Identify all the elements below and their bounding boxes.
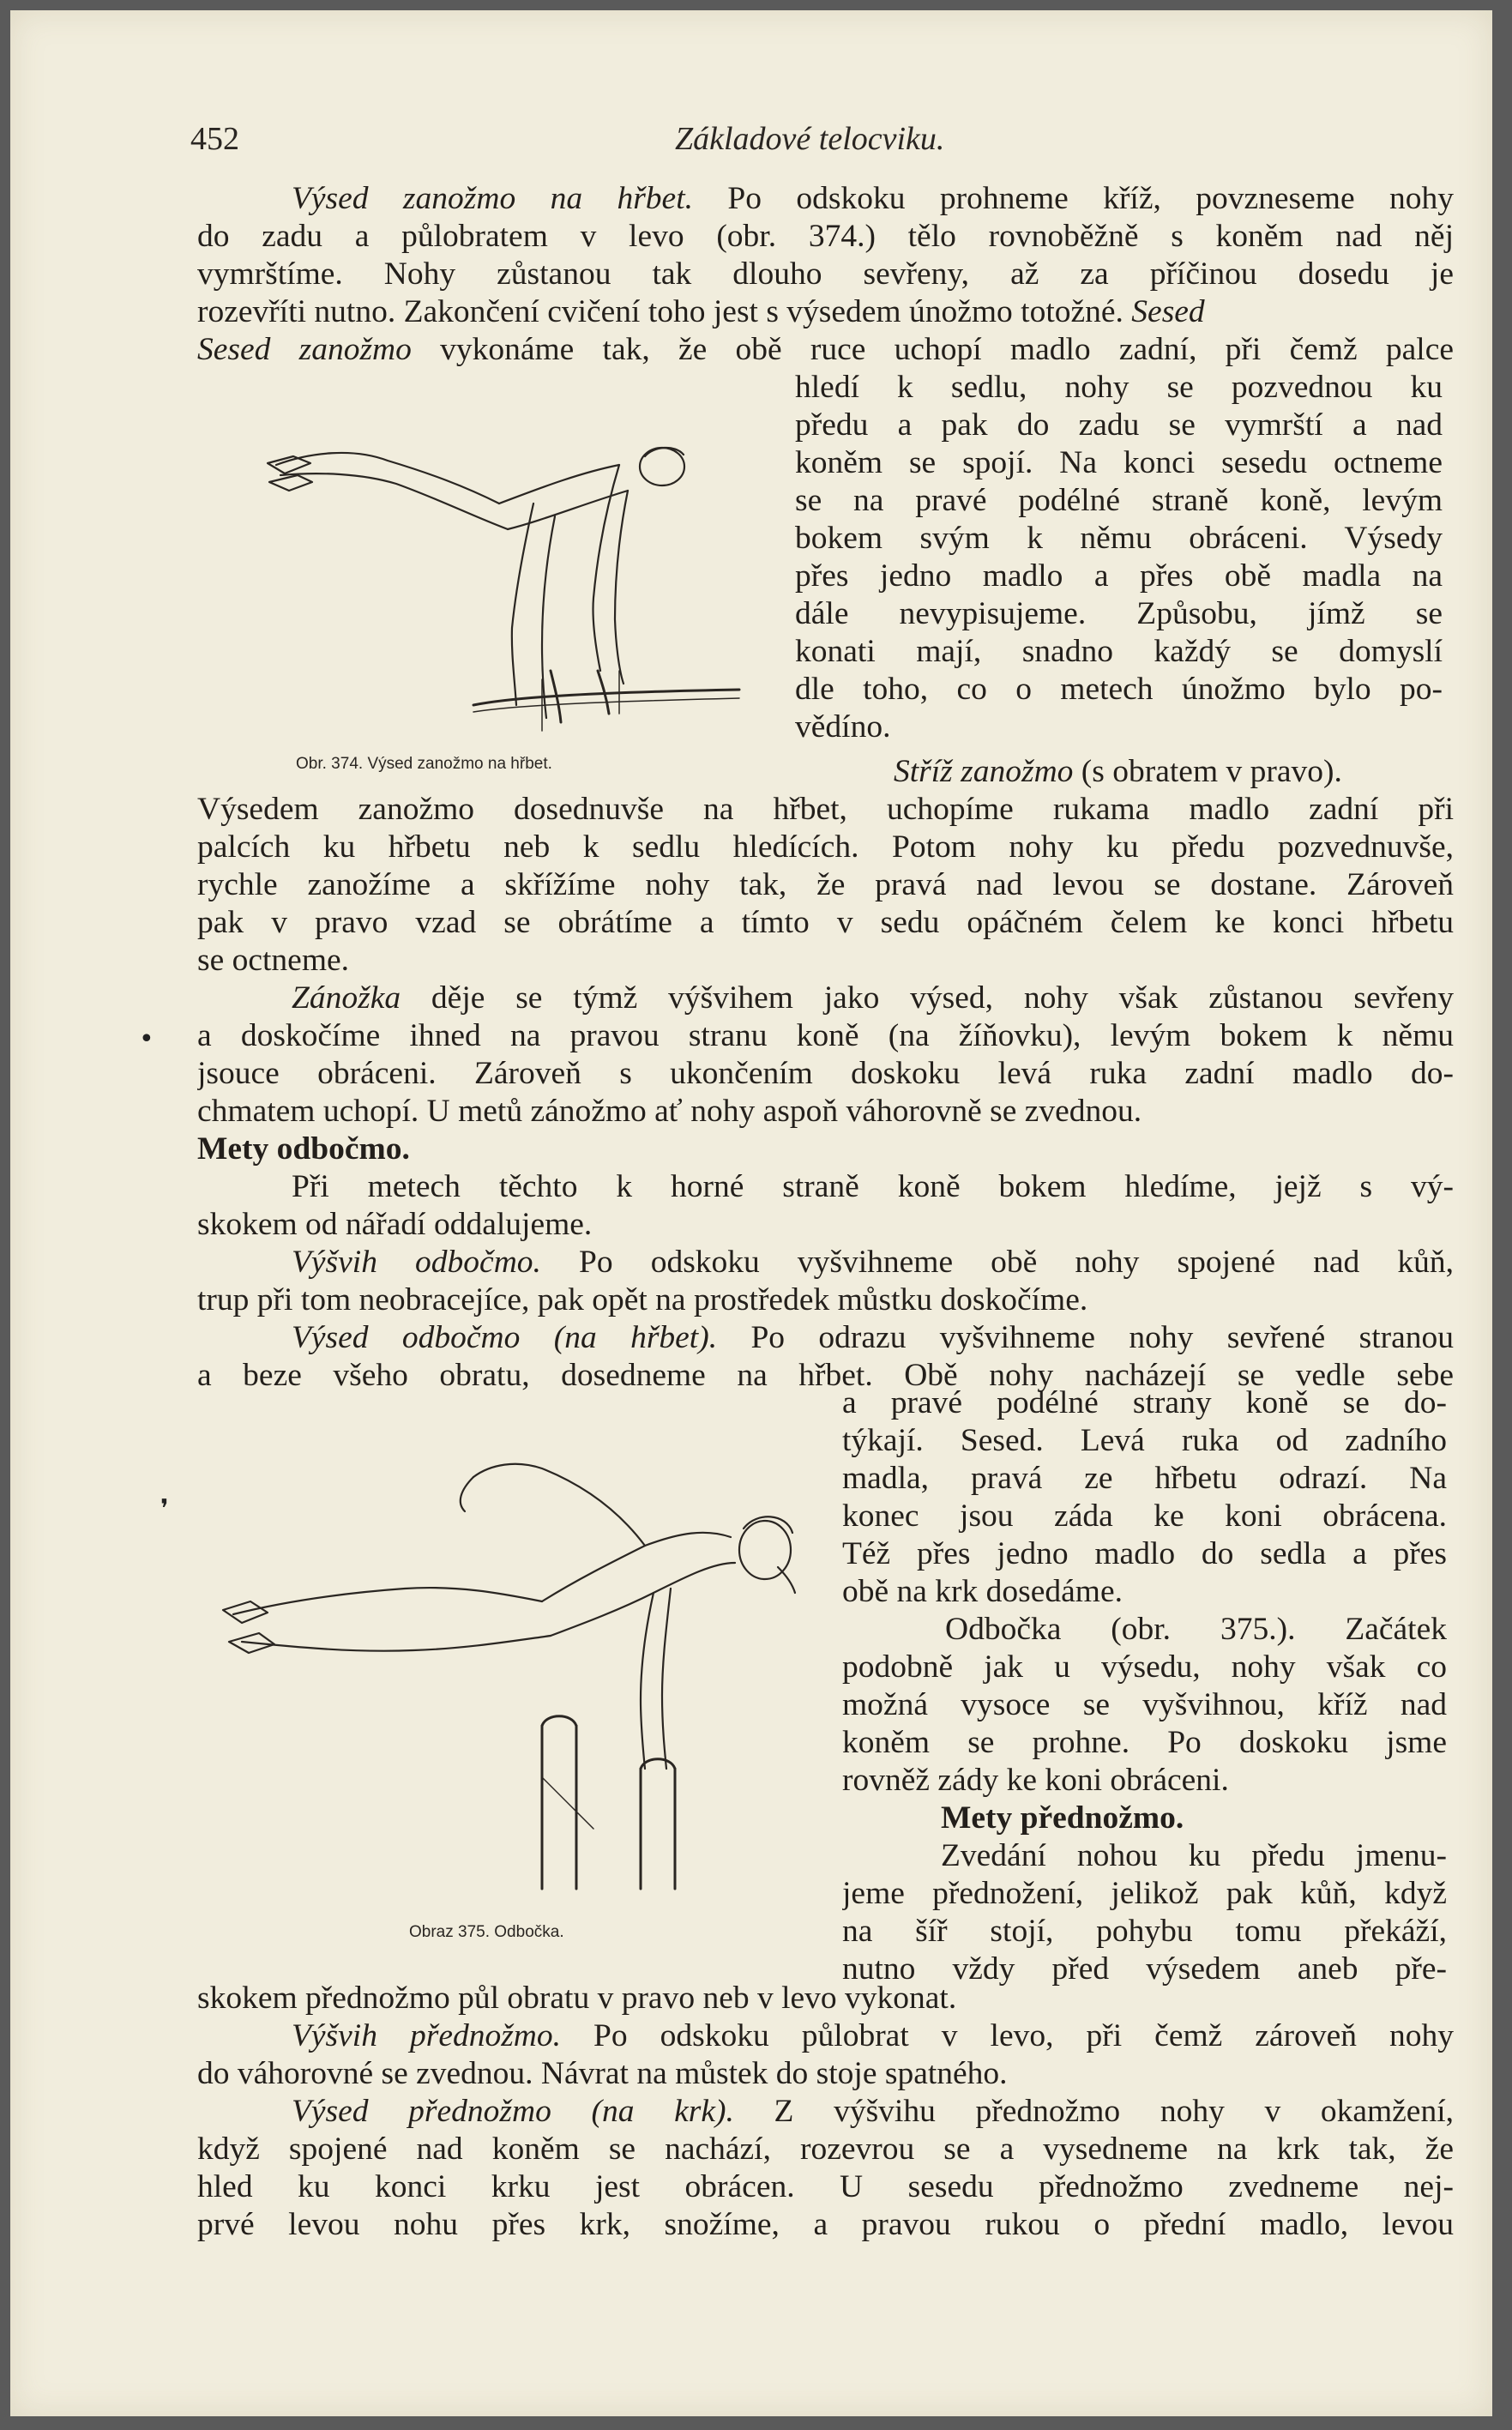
term-vysvih-prednozmo: Výšvih přednožmo. [292,2018,562,2053]
text-line: se na pravé podélné straně koně, levým [795,483,1443,518]
text-line: rychle zanožíme a skřížíme nohy tak, že pravá nad levou se dostane. Zároveň [197,867,1454,902]
term-vysed-prednozmo: Výsed přednožmo (na krk). [292,2094,734,2129]
paragraph-vysed-zanozmo [197,180,1454,369]
text-line: Při metech těchto k horné straně koně bokem hledíme, jejž s vý- [292,1169,1454,1204]
term-vysed-zanozmo: Výsed zanožmo na hřbet. [292,181,693,216]
text-line: a doskočíme ihned na pravou stranu koně (na žíňovku), levým bokem k němu [197,1018,1454,1053]
text-line: vědíno. [795,709,891,745]
text-line: se octneme. [197,943,350,978]
text-line: bokem svým k němu obráceni. Výsedy [795,521,1443,556]
text-line: konec jsou záda ke koni obrácena. [842,1498,1447,1534]
figure-375-caption: Obraz 375. Odbočka. [409,1923,564,1941]
term-striz-zanozmo: Stříž zanožmo [894,754,1074,789]
line-text: (s obratem v pravo). [1073,754,1342,789]
text-line [197,293,1454,331]
term-sesed: Sesed [1131,294,1205,329]
text-line [197,1244,1454,1281]
text-line: skokem od nářadí oddalujeme. [197,1207,593,1242]
text-line: nutno vždy před výsedem aneb pře- [842,1951,1447,1987]
paragraph-sesed-cont [795,369,1443,746]
text-line: rovněž zády ke koni obráceni. [842,1763,1229,1798]
text-line: Odbočka (obr. 375.). Začátek [945,1612,1447,1647]
text-line: dále nevypisujeme. Způsobu, jímž se [795,596,1443,631]
text-line [197,980,1454,1017]
text-line [197,2093,1454,2131]
term-sesed-zanozmo: Sesed zanožmo [197,332,412,367]
text-line: madla, pravá ze hřbetu odrazí. Na [842,1461,1447,1496]
term-vysvih-odbocmo: Výšvih odbočmo. [292,1245,541,1280]
section-heading-prednozmo: Mety přednožmo. [941,1800,1184,1836]
line-text: Po odskoku půlobrat v levo, při čemž zároveň nohy [561,2018,1454,2053]
line-text: rozevříti nutno. Zakončení cvičení toho jest s výsedem únožmo totožné. [197,294,1123,329]
text-line: obě na krk dosedáme. [842,1574,1123,1609]
text-line: koněm se spojí. Na konci sesedu octneme [795,445,1443,480]
line-text: děje se týmž výšvihem jako výsed, nohy však zůstanou sevřeny [401,980,1454,1016]
text-line: předu a pak do zadu se vymrští a nad [795,407,1443,443]
text-line: do váhorovné se zvednou. Návrat na můstek do stoje spatného. [197,2056,1008,2091]
text-line: Výsedem zanožmo dosednuvše na hřbet, uchopíme rukama madlo zadní při [197,792,1454,827]
text-line: trup při tom neobracejíce, pak opět na prostředek můstku doskočíme. [197,1282,1088,1318]
text-line: Zvedání nohou ku předu jmenu- [941,1838,1447,1873]
text-line [197,256,1454,293]
text-line: Též přes jedno madlo do sedla a přes [842,1536,1447,1571]
paragraph-prednozmo [197,1980,1454,2244]
text-line [197,2017,1454,2055]
running-head [190,120,1314,163]
figure-374-illustration [259,422,774,739]
margin-mark: ❜ [160,1494,169,1524]
text-line: na šíř stojí, pohybu tomu překáží, [842,1914,1447,1949]
text-line: hled ku konci krku jest obrácen. U sesedu přednožmo zvedneme nej- [197,2169,1454,2204]
text-line: přes jedno madlo a přes obě madla na [795,558,1443,594]
line-text: vymrštíme. Nohy zůstanou tak dlouho sevřeny, až za příčinou dosedu je [197,256,1454,292]
line-text: vykonáme tak, že obě ruce uchopí madlo zadní, při čemž palce [411,332,1454,367]
section-heading-odbocmo: Mety odbočmo. [197,1131,410,1167]
term-zanozka: Zánožka [292,980,401,1016]
text-line [197,331,1454,369]
book-page [10,10,1492,2416]
text-line: týkají. Sesed. Levá ruka od zadního [842,1423,1447,1458]
text-line: prvé levou nohu přes krk, snožíme, a pravou rukou o přední madlo, levou [197,2207,1454,2242]
figure-375-illustration [216,1417,834,1897]
paragraph-odbocka [842,1384,1447,1988]
text-line: konati mají, snadno každý se domyslí [795,634,1443,669]
paragraph-striz [197,791,1454,1395]
text-line [197,218,1454,256]
page-number: 452 [190,121,239,157]
margin-dot: • [139,1024,154,1054]
text-line: když spojené nad koněm se nachází, rozevrou se a vysedneme na krk tak, že [197,2132,1454,2167]
striz-zanozmo-heading [894,753,1451,791]
text-line: jsouce obráceni. Zároveň s ukončením doskoku levá ruka zadní madlo do- [197,1056,1454,1091]
text-line: hledí k sedlu, nohy se pozvednou ku [795,370,1443,405]
text-line: pak v pravo vzad se obrátíme a tímto v sedu opáčném čelem ke konci hřbetu [197,905,1454,940]
line-text: do zadu a půlobratem v levo (obr. 374.) tělo rovnoběžně s koněm nad něj [197,219,1454,254]
text-line: chmatem uchopí. U metů zánožmo ať nohy aspoň váhorovně se zvednou. [197,1094,1142,1129]
text-line: podobně jak u výsedu, nohy však co [842,1649,1447,1685]
line-text: Po odskoku vyšvihneme obě nohy spojené nad kůň, [540,1245,1454,1280]
text-line [197,180,1454,218]
text-line: a pravé podélné strany koně se do- [842,1385,1447,1420]
figure-374-caption: Obr. 374. Výsed zanožmo na hřbet. [296,755,552,773]
text-line: dle toho, co o metech únožmo bylo po- [795,672,1443,707]
line-text: Po odskoku prohneme kříž, povzneseme nohy [693,181,1454,216]
figure-374 [259,422,774,739]
text-line: palcích ku hřbetu neb k sedlu hledících. Potom nohy ku předu pozvednuvše, [197,829,1454,865]
line-text: Po odrazu vyšvihneme nohy sevřené stranou [717,1320,1454,1355]
text-line: jeme přednožení, jelikož pak kůň, když [842,1876,1447,1911]
term-vysed-odbocmo: Výsed odbočmo (na hřbet). [292,1320,718,1355]
figure-375 [216,1417,834,1897]
text-line [197,1319,1454,1357]
text-line: možná vysoce se vyšvihnou, kříž nad [842,1687,1447,1722]
text-line: skokem přednožmo půl obratu v pravo neb v levo vykonat. [197,1981,957,2016]
text-line: koněm se prohne. Po doskoku jsme [842,1725,1447,1760]
line-text: Z výšvihu přednožmo nohy v okamžení, [733,2094,1454,2129]
running-title: Základové telocviku. [675,121,945,157]
text-line [894,753,1451,791]
text-line: a beze všeho obratu, dosedneme na hřbet. Obě nohy nacházejí se vedle sebe [197,1358,1454,1393]
